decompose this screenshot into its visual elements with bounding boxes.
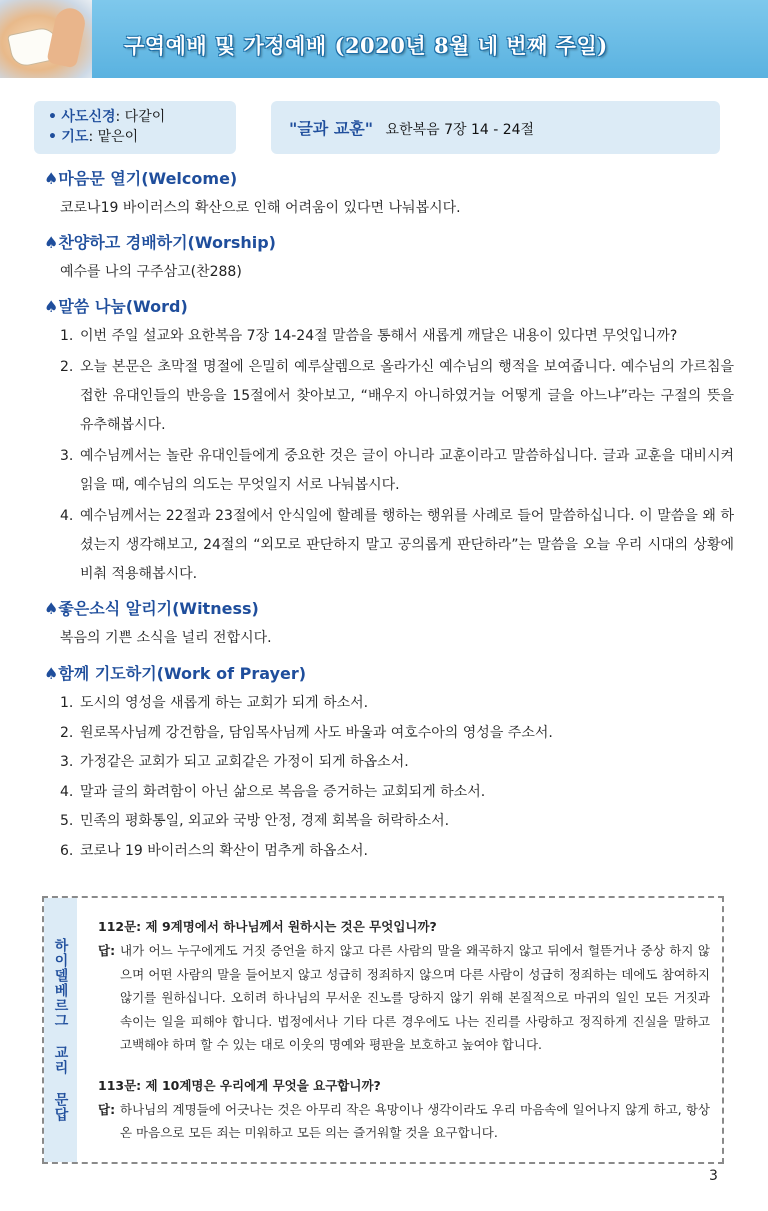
item-text: 도시의 영성을 새롭게 하는 교회가 되게 하소서. — [80, 695, 369, 711]
question-112: 112문: 제 9계명에서 하나님께서 원하시는 것은 무엇입니까? — [98, 919, 437, 934]
prayer-label: 기도 — [61, 129, 89, 145]
spade-icon: ♠ — [44, 297, 59, 316]
spade-icon: ♠ — [44, 169, 59, 188]
header-banner — [0, 0, 768, 78]
item-number: 2. — [60, 724, 74, 741]
section-worship — [44, 232, 734, 284]
list-item — [44, 689, 734, 719]
section-welcome — [44, 168, 734, 220]
answer-key: 답: — [98, 1101, 116, 1117]
section-title-text: 마음문 열기(Welcome) — [58, 169, 238, 188]
section-prayer — [44, 663, 734, 866]
item-number: 3. — [60, 448, 74, 464]
creed-row — [48, 107, 236, 127]
theme-box — [271, 101, 720, 154]
item-text: 말과 글의 화려함이 아닌 삶으로 복음을 증거하는 교회되게 하소서. — [80, 783, 486, 800]
item-number: 3. — [60, 754, 74, 770]
item-text: 오늘 본문은 초막절 명절에 은밀히 예루살렘으로 올라가신 예수님의 행적을 보여줍니다. 예수님의 가르침을 접한 유대인들의 반응을 15절에서 찾아보고, “배우지 아니하였거늘 어떻게 글을 아느냐”라는 구절의 뜻을 유추해봅시다. — [80, 359, 734, 433]
answer-text: 내가 어느 누구에게도 거짓 증언을 하지 않고 다른 사람의 말을 왜곡하지 않고 뒤에서 헐뜯거나 중상 하지 않으며 어떤 사람의 말을 들어보지 않고 성급히 정죄하지 않으며 다른 사람이 성급히 정죄하는 데에도 참여하지 않기를 원하십니다. 오히려 하나님의 무서운 진노를 당하지 않기 위해 본질적으로 마귀의 일인 모든 거짓과 속이는 일을 피해야 합니다. 법정에서나 기타 다른 경우에도 나는 진리를 사랑하고 정직하게 진실을 말하고 고백해야 하며 할 수 있는 대로 이웃의 명예와 평판을 보호하고 높여야 합니다. — [120, 943, 710, 1052]
section-title-text: 좋은소식 알리기(Witness) — [58, 599, 259, 618]
list-item — [44, 748, 734, 778]
list-item — [44, 778, 734, 808]
prayer-list — [44, 689, 734, 866]
item-text: 예수님께서는 22절과 23절에서 안식일에 할례를 행하는 행위를 사례로 들어 말씀하십니다. 이 말씀을 왜 하셨는지 생각해보고, 24절의 “외모로 판단하지 말고 공의롭게 판단하라”는 말씀을 오늘 우리 시대의 상황에 비춰 적용해봅시다. — [80, 508, 734, 582]
catechism-box — [42, 896, 724, 1164]
list-item — [44, 502, 734, 589]
answer-text: 하나님의 계명들에 어긋나는 것은 아무리 작은 욕망이나 생각이라도 우리 마음속에 일어나지 않게 하고, 항상 온 마음으로 모든 죄는 미워하고 모든 의는 즐거워할 것을 요구합니다. — [120, 1101, 710, 1140]
answer-key: 답: — [98, 943, 116, 958]
bullet-icon: • — [48, 129, 57, 145]
catechism-side-title: 하이델베르그 교리 문답 — [52, 938, 69, 1122]
section-title-text: 함께 기도하기(Work of Prayer) — [58, 664, 307, 683]
section-title-text: 말씀 나눔(Word) — [58, 297, 188, 316]
item-number: 5. — [60, 813, 74, 829]
scripture-reference: 요한복음 7장 14 - 24절 — [385, 122, 535, 138]
page-title: 구역예배 및 가정예배 (2020년 8월 네 번째 주일) — [124, 33, 608, 58]
answer-113 — [98, 1098, 710, 1145]
item-text: 이번 주일 설교와 요한복음 7장 14-24절 말씀을 통해서 새롭게 깨달은 내용이 있다면 무엇입니까? — [80, 328, 678, 344]
word-question-list — [44, 322, 734, 589]
prayer-hands-bible-image — [0, 0, 92, 78]
item-text: 가정같은 교회가 되고 교회같은 가정이 되게 하옵소서. — [80, 754, 409, 770]
list-item — [44, 353, 734, 440]
item-number: 4. — [60, 783, 74, 800]
order-box — [34, 101, 236, 154]
prayer-value: : 맡은이 — [88, 129, 139, 145]
section-body: 예수를 나의 구주삼고(찬288) — [60, 264, 242, 280]
list-item — [44, 807, 734, 837]
spade-icon: ♠ — [44, 664, 59, 683]
question-113: 113문: 제 10계명은 우리에게 무엇을 요구합니까? — [98, 1077, 381, 1093]
sermon-title: "글과 교훈" — [289, 119, 374, 138]
item-text: 예수님께서는 놀란 유대인들에게 중요한 것은 글이 아니라 교훈이라고 말씀하십니다. 글과 교훈을 대비시켜 읽을 때, 예수님의 의도는 무엇일지 서로 나눠봅시다. — [80, 448, 734, 493]
item-number: 1. — [60, 695, 74, 711]
spade-icon: ♠ — [44, 599, 59, 618]
section-title-text: 찬양하고 경배하기(Worship) — [58, 233, 276, 252]
item-text: 민족의 평화통일, 외교와 국방 안정, 경제 회복을 허락하소서. — [80, 813, 450, 829]
item-number: 2. — [60, 359, 74, 375]
catechism-side-panel — [44, 898, 77, 1162]
section-title — [44, 663, 734, 685]
bullet-icon: • — [48, 109, 57, 125]
creed-label: 사도신경 — [61, 109, 116, 125]
section-word — [44, 296, 734, 591]
page-number: 3 — [709, 1168, 718, 1184]
praying-hand-icon — [46, 6, 87, 69]
list-item — [44, 837, 734, 867]
item-text: 코로나 19 바이러스의 확산이 멈추게 하옵소서. — [80, 842, 368, 859]
list-item — [44, 719, 734, 749]
creed-value: : 다같이 — [115, 109, 166, 125]
section-witness — [44, 598, 734, 650]
item-number: 4. — [60, 508, 74, 524]
answer-112 — [98, 939, 710, 1057]
section-body: 복음의 기쁜 소식을 널리 전합시다. — [60, 630, 272, 646]
list-item — [44, 442, 734, 500]
section-title — [44, 296, 734, 318]
section-body: 코로나19 바이러스의 확산으로 인해 어려움이 있다면 나눠봅시다. — [60, 200, 461, 216]
section-title — [44, 168, 734, 190]
item-text: 원로목사님께 강건함을, 담임목사님께 사도 바울과 여호수아의 영성을 주소서. — [80, 724, 553, 741]
section-title — [44, 232, 734, 254]
list-item — [44, 322, 734, 351]
section-title — [44, 598, 734, 620]
item-number: 6. — [60, 842, 74, 859]
prayer-row — [48, 127, 236, 147]
catechism-content — [98, 916, 710, 1145]
item-number: 1. — [60, 328, 74, 344]
spade-icon: ♠ — [44, 233, 59, 252]
